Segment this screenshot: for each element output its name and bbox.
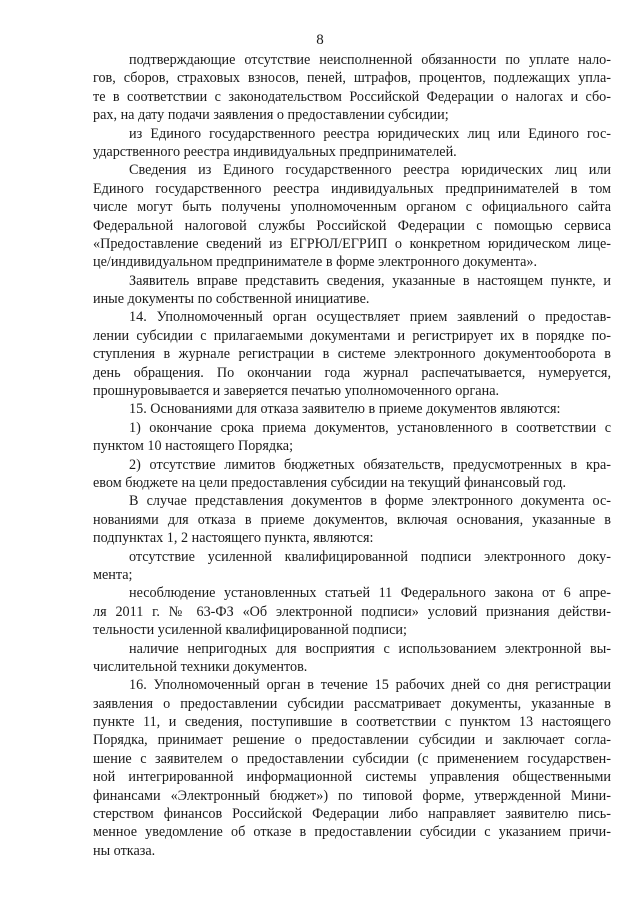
text-line: тельности усиленной квалифицированной подписи;	[93, 622, 407, 639]
text-line: Единого государственного реестра индивидуальных предпринимателей в том	[93, 180, 611, 197]
text-line: отсутствие усиленной квалифицированной подписи электронного доку-	[129, 548, 611, 565]
text-line: Сведения из Единого государственного реестра юридических лиц или	[129, 162, 611, 179]
text-line: несоблюдение установленных статьей 11 Федерального закона от 6 апре-	[129, 585, 611, 602]
text-line: 15. Основаниями для отказа заявителю в приеме документов являются:	[129, 401, 561, 418]
text-line: гов, сборов, страховых взносов, пеней, штрафов, процентов, подлежащих упла-	[93, 70, 611, 87]
text-line: подпунктах 1, 2 настоящего пункта, являются:	[93, 530, 374, 547]
text-line: евом бюджете на цели предоставления субсидии на текущий финансовый год.	[93, 474, 567, 491]
text-line: це/индивидуальном предпринимателе в форме электронного документа».	[93, 254, 538, 271]
text-line: ны отказа.	[93, 842, 156, 859]
text-line: ля 2011 г. № 63-ФЗ «Об электронной подписи» условий признания действи-	[93, 603, 611, 620]
text-line: Порядка, принимает решение о предоставлении субсидии и заключает согла-	[93, 732, 611, 749]
text-line: 2) отсутствие лимитов бюджетных обязательств, предусмотренных в кра-	[129, 456, 611, 473]
page-number: 8	[316, 32, 324, 48]
text-line: Заявитель вправе представить сведения, указанные в настоящем пункте, и	[129, 272, 611, 289]
text-line: «Предоставление сведений из ЕГРЮЛ/ЕГРИП о конкретном юридическом лице-	[93, 235, 611, 252]
text-line: 14. Уполномоченный орган осуществляет прием заявлений о предостав-	[129, 309, 611, 326]
text-line: пункте 11, и сведения, поступившие в соответствии с пунктом 13 настоящего	[93, 714, 611, 731]
text-line: менное уведомление об отказе в предоставлении субсидии с указанием причи-	[93, 824, 611, 841]
text-line: числительной техники документов.	[93, 658, 308, 675]
text-line: из Единого государственного реестра юридических лиц или Единого гос-	[129, 125, 611, 142]
text-line: В случае представления документов в форме электронного документа ос-	[129, 493, 611, 510]
text-line: заявления о предоставлении субсидии рассматривает документы, указанные в	[93, 695, 611, 712]
text-line: ступления в журнале регистрации в системе электронного документооборота в	[93, 346, 611, 363]
text-line: подтверждающие отсутствие неисполненной обязанности по уплате нало-	[129, 52, 611, 68]
text-line: мента;	[93, 566, 133, 583]
document-body	[93, 51, 611, 860]
text-line: ударственного реестра индивидуальных предпринимателей.	[93, 143, 457, 160]
text-line: прошнуровывается и заверяется печатью уполномоченного органа.	[93, 383, 500, 400]
text-line: ной интегрированной информационной системы управления общественными	[93, 769, 611, 786]
text-line: стерством финансов Российской Федерации либо направляет заявителю пись-	[93, 806, 611, 823]
text-line: пунктом 10 настоящего Порядка;	[93, 438, 294, 455]
text-line: те в соответствии с законодательством Российской Федерации о налогах и сбо-	[93, 88, 611, 105]
text-line: Федеральной налоговой службы Российской Федерации с помощью сервиса	[93, 217, 611, 234]
text-line: финансами «Электронный бюджет») по типовой форме, утвержденной Мини-	[93, 787, 611, 804]
text-line: рах, на дату подачи заявления о предоставлении субсидии;	[93, 107, 449, 124]
text-line: числе могут быть получены уполномоченным органом с официального сайта	[93, 199, 611, 216]
text-line: 1) окончание срока приема документов, установленного в соответствии с	[129, 419, 611, 436]
text-line: нованиями для отказа в приеме документов, включая основания, указанные в	[93, 511, 611, 528]
text-line: иные документы по собственной инициативе.	[93, 291, 370, 308]
text-line: наличие непригодных для восприятия с использованием электронной вы-	[129, 640, 611, 657]
text-line: шение с заявителем о предоставлении субсидии (с применением государствен-	[93, 750, 611, 767]
text-line: лении субсидии с прилагаемыми документами и регистрирует их в порядке по-	[93, 327, 611, 344]
text-line: день обращения. По окончании года журнал распечатывается, нумеруется,	[93, 364, 611, 381]
text-line: 16. Уполномоченный орган в течение 15 рабочих дней со дня регистрации	[129, 677, 611, 694]
